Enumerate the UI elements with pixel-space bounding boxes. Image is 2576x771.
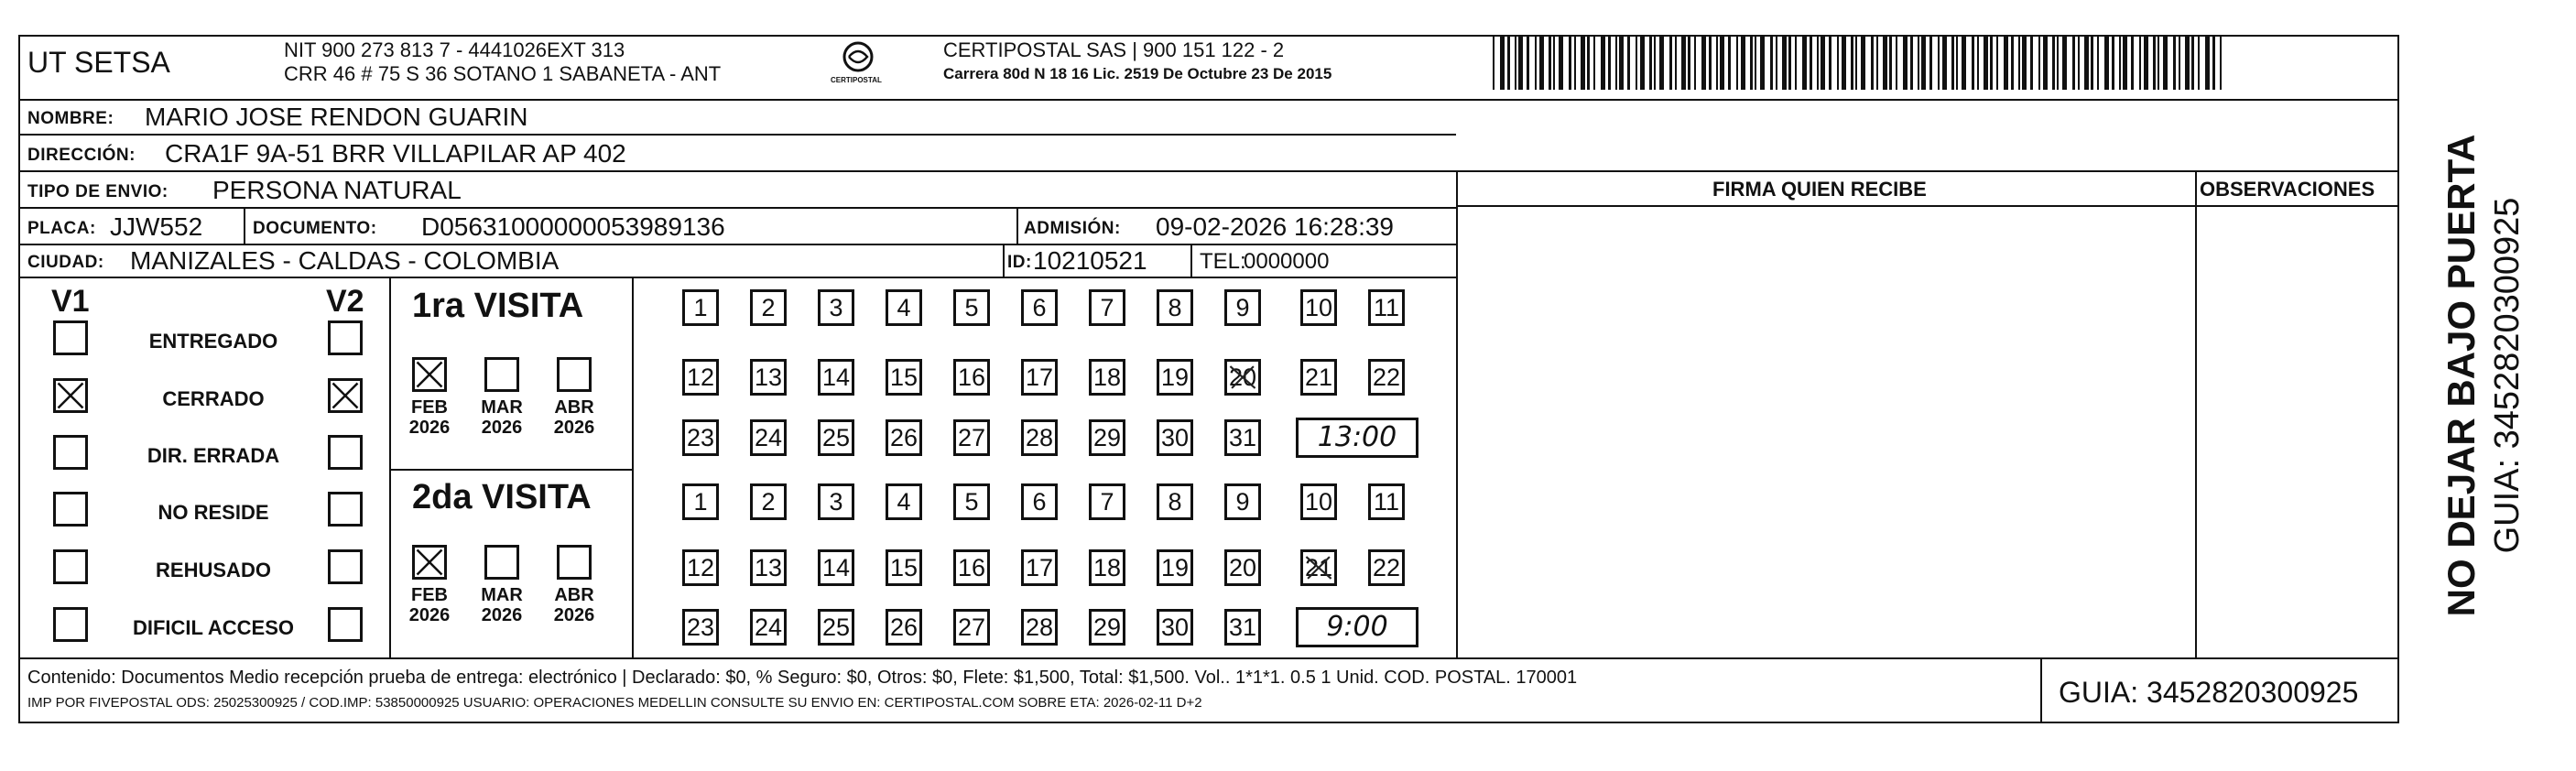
day-box[interactable]: 21 (1300, 549, 1337, 586)
city-label: CIUDAD: (27, 253, 104, 272)
city-value: MANIZALES - CALDAS - COLOMBIA (130, 246, 560, 275)
day-box[interactable]: 12 (682, 359, 719, 396)
observations-header: OBSERVACIONES (2200, 178, 2375, 201)
admission-label: ADMISIÓN: (1024, 219, 1121, 238)
day-box[interactable]: 30 (1157, 419, 1193, 456)
day-box[interactable]: 26 (886, 609, 922, 646)
v2-checkbox[interactable] (328, 435, 363, 470)
no-dejar-warning: NO DEJAR BAJO PUERTA (2440, 134, 2483, 617)
address-line: CRR 46 # 75 S 36 SOTANO 1 SABANETA - ANT (284, 62, 722, 85)
status-option-label: ENTREGADO (148, 330, 278, 353)
day-box[interactable]: 29 (1089, 419, 1125, 456)
handwritten-time: 9:00 (1296, 607, 1418, 647)
day-box[interactable]: 7 (1089, 483, 1125, 520)
day-box[interactable]: 14 (818, 359, 854, 396)
v1-checkbox[interactable] (53, 492, 88, 527)
month-checkbox[interactable] (484, 357, 519, 392)
shipment-value: PERSONA NATURAL (212, 176, 462, 204)
day-box[interactable]: 20 (1224, 549, 1261, 586)
day-box[interactable]: 26 (886, 419, 922, 456)
contents-line: Contenido: Documentos Medio recepción prueba de entrega: electrónico | Declarado: $0, % Seguro: $0, Otros: $0, Flete: $1,500, Total: $1,500. Vol.. 1*1*1. 0.5 1 Unid. COD. POSTAL. 170001 (27, 668, 1578, 688)
admission-value: 09-02-2026 16:28:39 (1156, 212, 1394, 241)
day-box[interactable]: 19 (1157, 359, 1193, 396)
v2-checkbox[interactable] (328, 492, 363, 527)
label-frame (18, 35, 2399, 723)
status-option-label: DIR. ERRADA (147, 444, 280, 467)
day-box[interactable]: 22 (1368, 359, 1405, 396)
day-box[interactable]: 31 (1224, 609, 1261, 646)
day-box[interactable]: 17 (1021, 549, 1058, 586)
day-box[interactable]: 23 (682, 609, 719, 646)
day-box[interactable]: 27 (953, 419, 990, 456)
month-label: FEB (411, 397, 448, 418)
day-box[interactable]: 28 (1021, 419, 1058, 456)
month-year: 2026 (481, 605, 523, 625)
month-checkbox[interactable] (557, 545, 592, 580)
month-label: FEB (411, 585, 448, 605)
logo-caption: CERTIPOSTAL (831, 76, 882, 84)
day-box[interactable]: 2 (750, 289, 787, 326)
day-box[interactable]: 17 (1021, 359, 1058, 396)
v1-checkbox[interactable] (53, 435, 88, 470)
certipostal-line: CERTIPOSTAL SAS | 900 151 122 - 2 (943, 38, 1285, 61)
certipostal-logo (820, 37, 897, 92)
day-box[interactable]: 7 (1089, 289, 1125, 326)
day-box[interactable]: 8 (1157, 289, 1193, 326)
day-box[interactable]: 6 (1021, 483, 1058, 520)
v2-checkbox[interactable] (328, 607, 363, 642)
handwritten-time: 13:00 (1296, 418, 1418, 458)
status-option-label: DIFICIL ACCESO (132, 616, 294, 639)
day-box[interactable]: 14 (818, 549, 854, 586)
day-box[interactable]: 24 (750, 609, 787, 646)
day-box[interactable]: 16 (953, 359, 990, 396)
month-label: ABR (554, 397, 594, 418)
month-checkbox[interactable] (484, 545, 519, 580)
v1-checkbox[interactable] (53, 607, 88, 642)
month-year: 2026 (408, 418, 451, 438)
v2-checkbox[interactable] (328, 549, 363, 584)
v1-checkbox[interactable] (53, 378, 88, 413)
v2-checkbox[interactable] (328, 378, 363, 413)
name-value: MARIO JOSE RENDON GUARIN (145, 103, 528, 131)
footer-guide: GUIA: 3452820300925 (2059, 676, 2359, 709)
day-box[interactable]: 15 (886, 549, 922, 586)
day-box[interactable]: 24 (750, 419, 787, 456)
day-box[interactable]: 20 (1224, 359, 1261, 396)
tel-label: TEL: (1200, 249, 1246, 274)
day-box[interactable]: 19 (1157, 549, 1193, 586)
v1-header: V1 (51, 284, 90, 319)
day-box[interactable]: 18 (1089, 359, 1125, 396)
signature-header: FIRMA QUIEN RECIBE (1712, 178, 1927, 201)
visit-2-title: 2da VISITA (412, 478, 592, 516)
month-label: MAR (481, 397, 523, 418)
month-label: MAR (481, 585, 523, 605)
document-value: D05631000000053989136 (421, 212, 725, 241)
name-label: NOMBRE: (27, 109, 114, 128)
day-box[interactable]: 31 (1224, 419, 1261, 456)
day-box[interactable]: 13 (750, 549, 787, 586)
visit-1-title: 1ra VISITA (412, 287, 584, 325)
day-box[interactable]: 9 (1224, 483, 1261, 520)
day-box[interactable]: 23 (682, 419, 719, 456)
day-box[interactable]: 18 (1089, 549, 1125, 586)
license-line: Carrera 80d N 18 16 Lic. 2519 De Octubre 23 De 2015 (943, 65, 1332, 82)
day-box[interactable]: 13 (750, 359, 787, 396)
tel-value: 0000000 (1244, 249, 1330, 274)
v1-checkbox[interactable] (53, 549, 88, 584)
day-box[interactable]: 5 (953, 289, 990, 326)
id-label: ID: (1007, 253, 1032, 272)
v2-header: V2 (326, 284, 364, 319)
barcode (1493, 35, 2225, 92)
day-box[interactable]: 8 (1157, 483, 1193, 520)
address-label: DIRECCIÓN: (27, 146, 136, 165)
day-box[interactable]: 28 (1021, 609, 1058, 646)
day-box[interactable]: 1 (682, 483, 719, 520)
month-checkbox[interactable] (557, 357, 592, 392)
v1-checkbox[interactable] (53, 320, 88, 355)
day-box[interactable]: 25 (818, 609, 854, 646)
plate-value: JJW552 (110, 212, 203, 241)
v2-checkbox[interactable] (328, 320, 363, 355)
day-box[interactable]: 5 (953, 483, 990, 520)
month-checkbox[interactable] (412, 545, 447, 580)
shipment-label: TIPO DE ENVIO: (27, 182, 168, 201)
day-box[interactable]: 12 (682, 549, 719, 586)
day-box[interactable]: 21 (1300, 359, 1337, 396)
day-box[interactable]: 15 (886, 359, 922, 396)
month-year: 2026 (481, 418, 523, 438)
day-box[interactable]: 10 (1300, 483, 1337, 520)
month-label: ABR (554, 585, 594, 605)
day-box[interactable]: 16 (953, 549, 990, 586)
day-box[interactable]: 10 (1300, 289, 1337, 326)
imp-line: IMP POR FIVEPOSTAL ODS: 25025300925 / COD.IMP: 53850000925 USUARIO: OPERACIONES MEDELLIN CONSULTE SU ENVIO EN: CERTIPOSTAL.COM SOBRE ETA: 2026-02-11 D+2 (27, 695, 1202, 711)
month-checkbox[interactable] (412, 357, 447, 392)
address-value: CRA1F 9A-51 BRR VILLAPILAR AP 402 (165, 139, 626, 168)
side-guide: GUIA: 3452820300925 (2488, 197, 2527, 554)
month-year: 2026 (553, 418, 595, 438)
day-box[interactable]: 27 (953, 609, 990, 646)
day-box[interactable]: 3 (818, 483, 854, 520)
month-year: 2026 (553, 605, 595, 625)
id-value: 10210521 (1033, 246, 1147, 275)
month-year: 2026 (408, 605, 451, 625)
day-box[interactable]: 9 (1224, 289, 1261, 326)
day-box[interactable]: 11 (1368, 289, 1405, 326)
day-box[interactable]: 29 (1089, 609, 1125, 646)
document-label: DOCUMENTO: (253, 219, 377, 238)
day-box[interactable]: 11 (1368, 483, 1405, 520)
status-option-label: CERRADO (162, 387, 265, 410)
header-divider (18, 99, 2399, 101)
day-box[interactable]: 4 (886, 483, 922, 520)
day-box[interactable]: 3 (818, 289, 854, 326)
day-box[interactable]: 22 (1368, 549, 1405, 586)
day-box[interactable]: 4 (886, 289, 922, 326)
nit-line: NIT 900 273 813 7 - 4441026EXT 313 (284, 38, 625, 61)
day-box[interactable]: 30 (1157, 609, 1193, 646)
day-box[interactable]: 2 (750, 483, 787, 520)
plate-label: PLACA: (27, 219, 96, 238)
day-box[interactable]: 25 (818, 419, 854, 456)
day-box[interactable]: 1 (682, 289, 719, 326)
day-box[interactable]: 6 (1021, 289, 1058, 326)
status-option-label: REHUSADO (156, 559, 271, 581)
status-option-label: NO RESIDE (158, 501, 269, 524)
company-name: UT SETSA (27, 46, 170, 79)
